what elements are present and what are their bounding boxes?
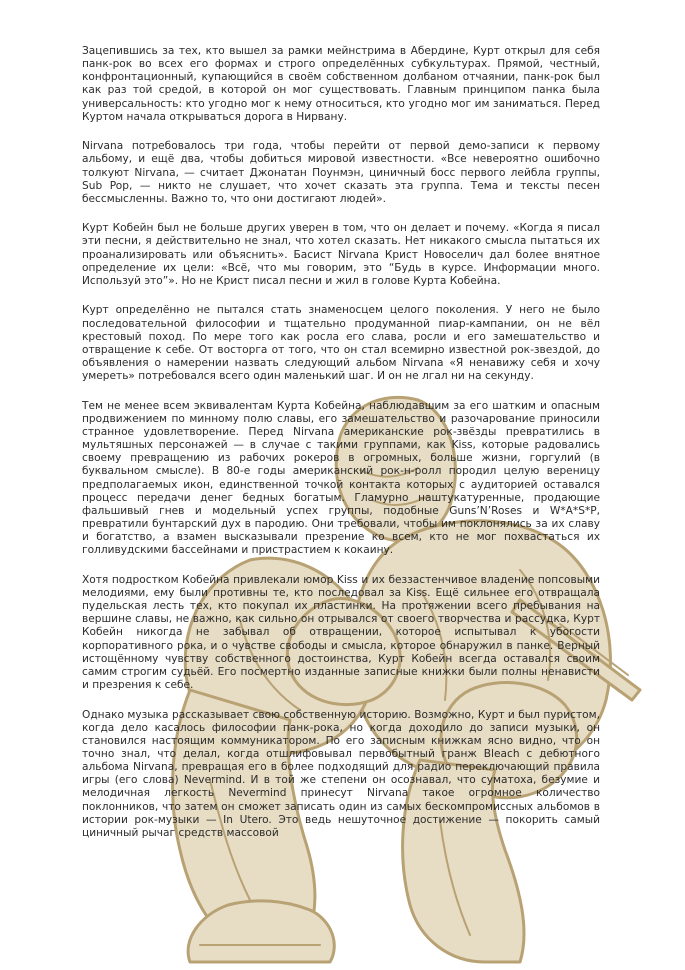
paragraph: Курт Кобейн был не больше других уверен в том, что он делает и почему. «Когда я писал эти песни, я действительно не знал, что хотел сказать. Нет никакого смысла пытаться их проанализировать или объяснить». Басист Nirvana Крист Новоселич дал более внятное определение их цели: «Всё, что мы говорим, это “Будь в курсе. Информации много. Используй это”». Но не Крист писал песни и жил в голове Курта Кобейна.: [82, 222, 600, 287]
paragraph: Курт определённо не пытался стать знаменосцем целого поколения. У него не было последовательной философии и тщательно продуманной пиар-кампании, он не вёл крестовый поход. По мере того как росла его слава, росли и его замешательство и отвращение к себе. От восторга от того, что он стал всемирно известной рок-звездой, до объявления о намерении назвать следующий альбом Nirvana «Я ненавижу себя и хочу умереть» потребовался всего один маленький шаг. И он не лгал ни на секунду.: [82, 304, 600, 383]
paragraph: Тем не менее всем эквивалентам Курта Кобейна, наблюдавшим за его шатким и опасным продвижением по минному полю славы, его замешательство и разочарование приносили странное удовлетворение. Перед Nirvana американские рок-звёзды превратились в мультяшных персонажей — в случае с такими группами, как Kiss, которые радовались своему превращению из рабочих рокеров в огромных, больше жизни, горгулий (в буквальном смысле). В 80-е годы американский рок-н-ролл породил целую вереницу предполагаемых икон, единственной точкой контакта которых с аудиторией оставался процесс передачи денег бедных богатым. Гламурно наштукатуренные, продающие фальшивый гнев и модельный успех группы, подобные Guns’N’Roses и W*A*S*P, превратили бунтарский дух в пародию. Они требовали, чтобы им поклонялись за их славу и богатство, а взамен высказывали презрение ко всем, кто не мог похвастаться их голливудскими бассейнами и пристрастием к кокаину.: [82, 399, 600, 557]
paragraph: Однако музыка рассказывает свою собственную историю. Возможно, Курт и был пуристом, когда дело касалось философии панк-рока, но когда доходило до записи музыки, он становился настоящим коммуникатором. По его записным книжкам ясно видно, что он точно знал, что делал, когда отшлифовывал первобытный гранж Bleach с дебютного альбома Nirvana, превращая его в более подходящий для радио переключающий правила игры (его слова) Nevermind. И в той же степени он осознавал, что суматоха, безумие и мелодичная легкость Nevermind принесут Nirvana такое огромное количество поклонников, что затем он сможет записать один из самых бескомпромиссных альбомов в истории рок-музыки — In Utero. Это ведь нешуточное достижение — покорить самый циничный рычаг средств массовой: [82, 708, 600, 839]
paragraph: Зацепившись за тех, кто вышел за рамки мейнстрима в Абердине, Курт открыл для себя панк-рок во всех его формах и строго определённых субкультурах. Прямой, честный, конфронтационный, купающийся в своём собственном долбаном отчаянии, панк-рок был как раз той средой, в которой он мог существовать. Главным принципом панка была универсальность: кто угодно мог к нему относиться, кто угодно мог им заниматься. Перед Куртом начала открываться дорога в Нирвану.: [82, 45, 600, 123]
article-text-column: [82, 45, 600, 856]
paragraph: Хотя подростком Кобейна привлекали юмор Kiss и их беззастенчивое владение попсовыми мелодиями, ему были противны те, кто последовал за Kiss. Ещё сильнее его отвращала пудельская лесть тех, кто покупал их пластинки. На протяжении всего пребывания на вершине славы, не важно, как сильно он отрывался от своего творчества и рассудка, Курт Кобейн никогда не забывал об отвращении, которое испытывал к убогости корпоративного рока, и о чувстве свободы и смысла, которое обнаружил в панке. Верный истощённому чувству собственного достоинства, Курт Кобейн всегда оставался своим самим строгим судьёй. Его посмертно изданные записные книжки были полны ненависти и презрения к себе.: [82, 573, 600, 692]
paragraph: Nirvana потребовалось три года, чтобы перейти от первой демо-записи к первому альбому, и ещё два, чтобы добиться мировой известности. «Все невероятно ошибочно толкуют Nirvana, — считает Джонатан Поунмэн, циничный босс первого лейбла группы, Sub Pop, — никто не слушает, что хочет сказать эта группа. Тема и тексты песен бессмысленны. Важно то, что они достигают людей».: [82, 140, 600, 205]
